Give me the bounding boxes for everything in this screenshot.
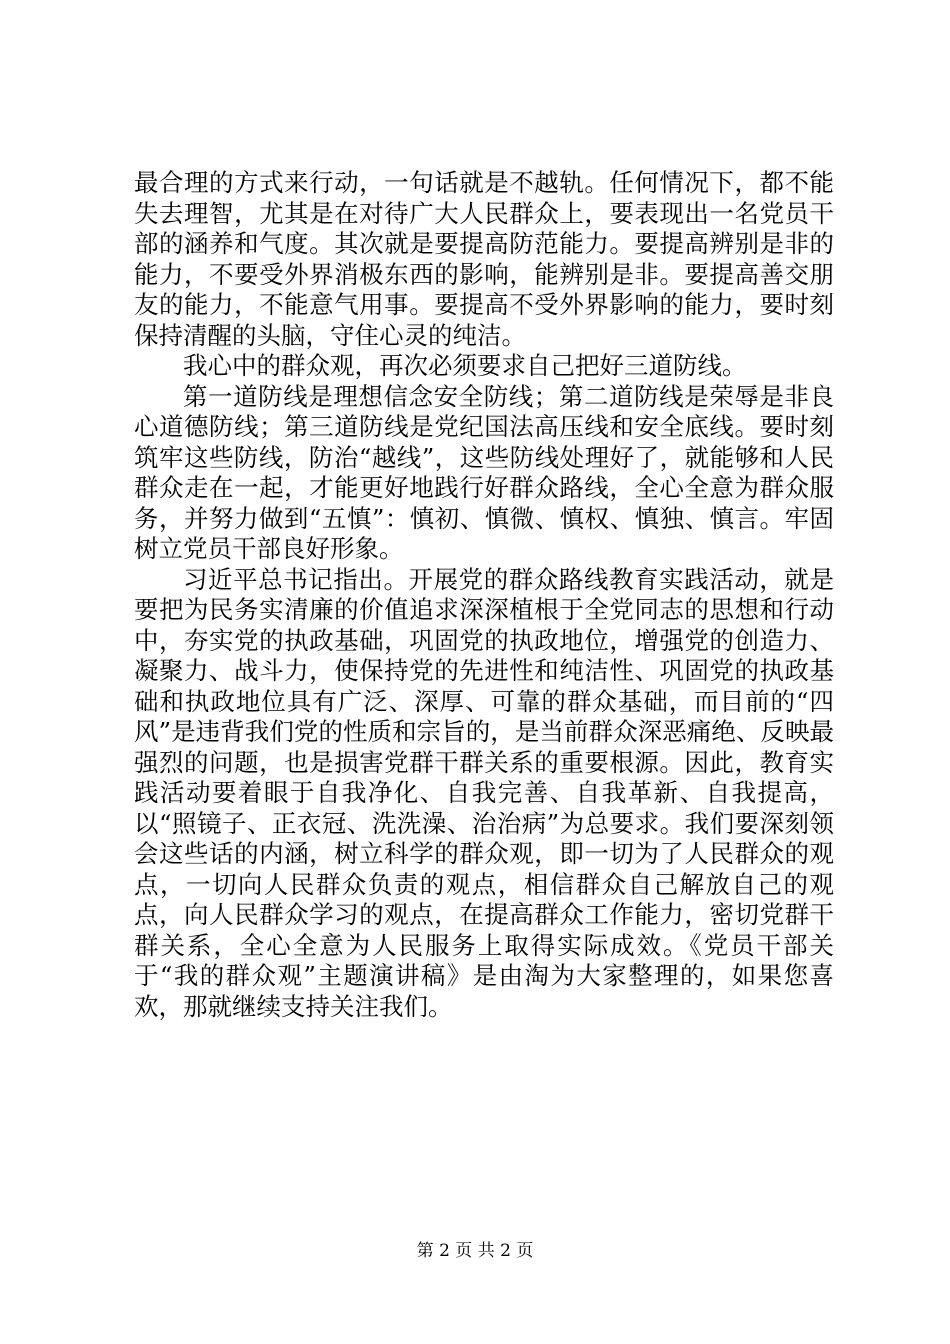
- paragraph-continuation: 最合理的方式来行动，一句话就是不越轨。任何情况下，都不能失去理智，尤其是在对待广大人民群众上，要表现出一名党员干部的涵养和气度。其次就是要提高防范能力。要提高辨别是非的能力，不要受外界消极东西的影响，能辨别是非。要提高善交朋友的能力，不能意气用事。要提高不受外界影响的能力，要时刻保持清醒的头脑，守住心灵的纯洁。: [134, 168, 834, 350]
- paragraph-three-lines-intro: 我心中的群众观，再次必须要求自己把好三道防线。: [183, 351, 747, 380]
- page-number-footer: 第 2 页 共 2 页: [416, 1241, 534, 1261]
- document-body: [134, 168, 834, 1022]
- paragraph-conclusion: 习近平总书记指出。开展党的群众路线教育实践活动，就是要把为民务实清廉的价值追求深深植根于全党同志的思想和行动中，夯实党的执政基础，巩固党的执政地位，增强党的创造力、凝聚力、战斗力，使保持党的先进性和纯洁性、巩固党的执政基础和执政地位具有广泛、深厚、可靠的群众基础，而目前的“四风”是违背我们党的性质和宗旨的，是当前群众深恶痛绝、反映最强烈的问题，也是损害党群干群关系的重要根源。因此，教育实践活动要着眼于自我净化、自我完善、自我革新、自我提高，以“照镜子、正衣冠、洗洗澡、治治病”为总要求。我们要深刻领会这些话的内涵，树立科学的群众观，即一切为了人民群众的观点，一切向人民群众负责的观点，相信群众自己解放自己的观点，向人民群众学习的观点，在提高群众工作能力，密切党群干群关系，全心全意为人民服务上取得实际成效。《党员干部关于“我的群众观”主题演讲稿》是由淘为大家整理的，如果您喜欢，那就继续支持关注我们。: [134, 564, 834, 1021]
- paragraph-defense-lines: 第一道防线是理想信念安全防线；第二道防线是荣辱是非良心道德防线；第三道防线是党纪国法高压线和安全底线。要时刻筑牢这些防线，防治“越线”，这些防线处理好了，就能够和人民群众走在一起，才能更好地践行好群众路线，全心全意为群众服务，并努力做到“五慎”：慎初、慎微、慎权、慎独、慎言。牢固树立党员干部良好形象。: [134, 381, 834, 563]
